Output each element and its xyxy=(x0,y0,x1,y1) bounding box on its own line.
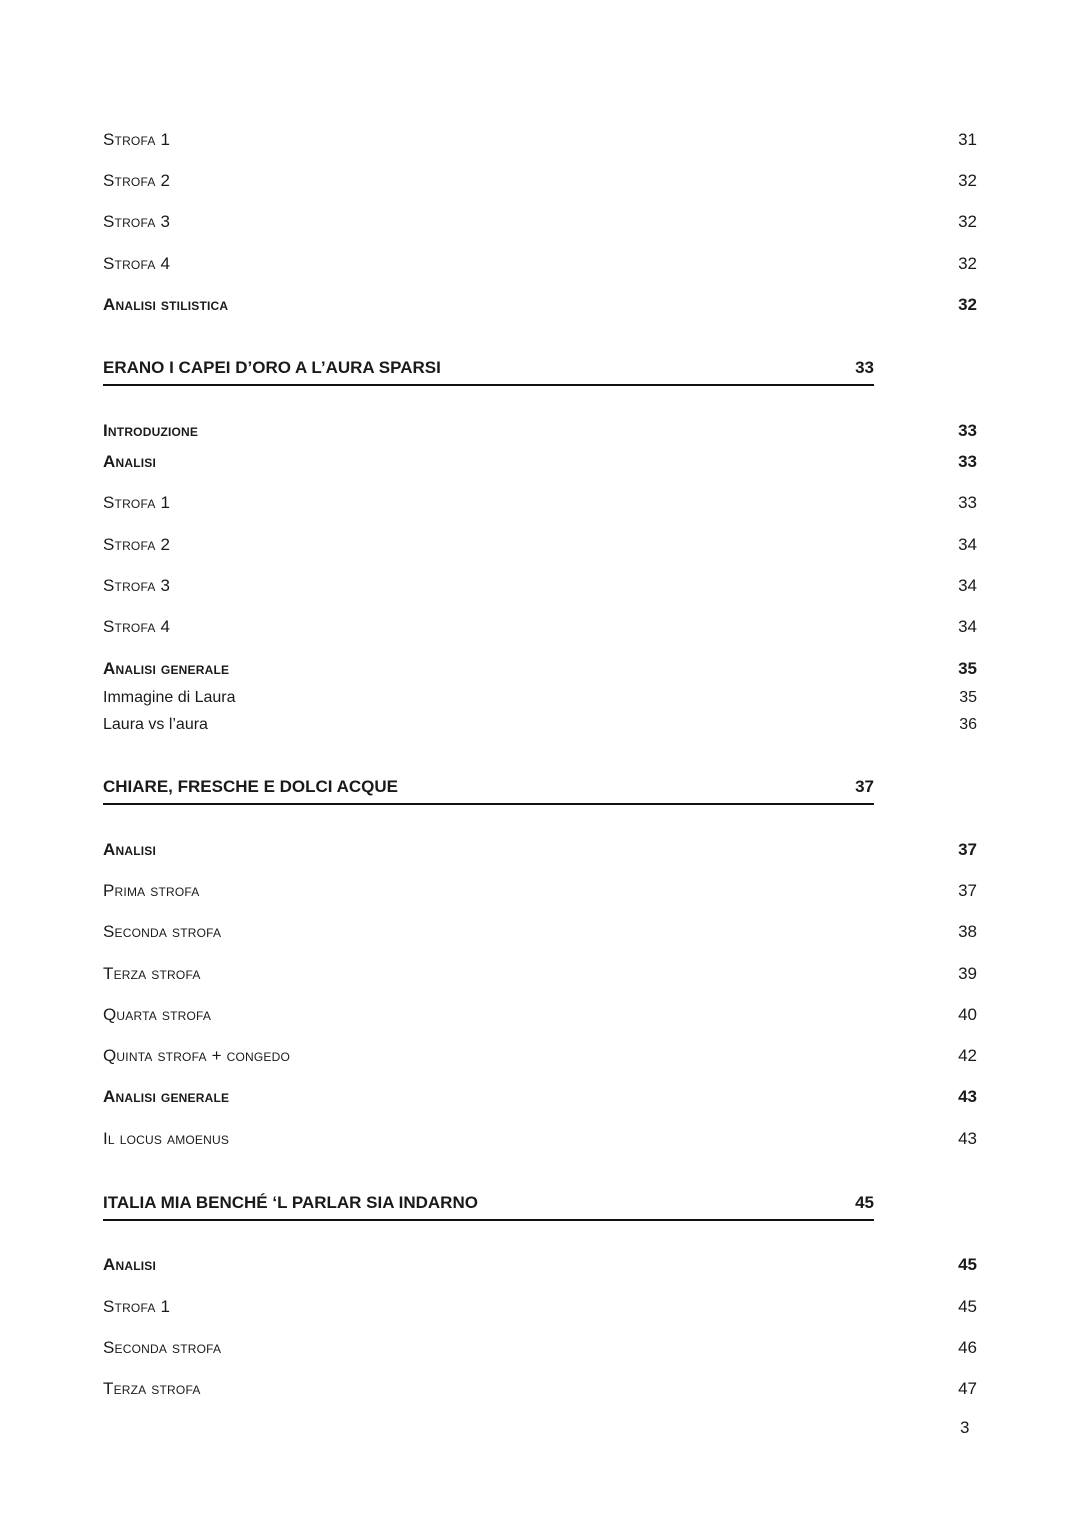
toc-section-heading[interactable] xyxy=(103,777,874,805)
toc-entry-label: Strofa 2 xyxy=(103,171,171,190)
toc-entry-label: Seconda strofa xyxy=(103,922,222,941)
section-page: 45 xyxy=(855,1193,874,1212)
toc-entry-page: 43 xyxy=(958,1087,977,1106)
toc-entry-label: Strofa 3 xyxy=(103,212,171,231)
section-page: 33 xyxy=(855,358,874,377)
toc-entry[interactable] xyxy=(103,1255,977,1279)
toc-entry-label: Strofa 1 xyxy=(103,1297,171,1316)
toc-entry-label: Laura vs l’aura xyxy=(103,716,208,733)
section-title: ERANO I CAPEI D’ORO A L’AURA SPARSI xyxy=(103,358,441,377)
toc-entry[interactable] xyxy=(103,493,977,517)
toc-entry-page: 43 xyxy=(958,1129,977,1148)
toc-entry-label: Quarta strofa xyxy=(103,1005,212,1024)
section-page: 37 xyxy=(855,777,874,796)
toc-entry-page: 35 xyxy=(958,659,977,678)
toc-entry-page: 45 xyxy=(958,1297,977,1316)
toc-entry-label: Strofa 4 xyxy=(103,254,171,273)
toc-entry[interactable] xyxy=(103,840,977,864)
toc-entry-label: Quinta strofa + congedo xyxy=(103,1046,291,1065)
page-number: 3 xyxy=(960,1418,970,1437)
toc-entry[interactable] xyxy=(103,421,977,445)
toc-entry-label: Terza strofa xyxy=(103,964,201,983)
toc-entry[interactable] xyxy=(103,212,977,236)
toc-entry[interactable] xyxy=(103,922,977,946)
toc-entry-page: 32 xyxy=(958,254,977,273)
toc-entry[interactable] xyxy=(103,295,977,319)
toc-entry-label: Strofa 3 xyxy=(103,576,171,595)
toc-entry-page: 33 xyxy=(958,421,977,440)
toc-entry[interactable] xyxy=(103,254,977,278)
toc-entry-page: 40 xyxy=(958,1005,977,1024)
toc-entry-page: 37 xyxy=(958,881,977,900)
toc-entry[interactable] xyxy=(103,1129,977,1153)
toc-entry-label: Analisi xyxy=(103,840,157,859)
toc-section-heading[interactable] xyxy=(103,1193,874,1221)
toc-entry-page: 34 xyxy=(958,576,977,595)
toc-entry-page: 32 xyxy=(958,295,977,314)
toc-entry[interactable] xyxy=(103,881,977,905)
toc-entry-label: Strofa 2 xyxy=(103,535,171,554)
toc-entry[interactable] xyxy=(103,171,977,195)
toc-entry[interactable] xyxy=(103,964,977,988)
toc-entry[interactable] xyxy=(103,1087,977,1111)
toc-entry-label: Immagine di Laura xyxy=(103,689,236,706)
toc-entry[interactable] xyxy=(103,659,977,683)
toc-entry-page: 39 xyxy=(958,964,977,983)
toc-entry-label: Seconda strofa xyxy=(103,1338,222,1357)
toc-entry-label: Strofa 1 xyxy=(103,493,171,512)
toc-entry[interactable] xyxy=(103,1005,977,1029)
toc-entry-page: 36 xyxy=(959,716,977,733)
toc-entry-label: Introduzione xyxy=(103,421,199,440)
toc-entry-page: 38 xyxy=(958,922,977,941)
toc-entry[interactable] xyxy=(103,130,977,154)
toc-entry[interactable] xyxy=(103,576,977,600)
toc-entry[interactable] xyxy=(103,1046,977,1070)
toc-entry-label: Analisi generale xyxy=(103,1087,230,1106)
toc-entry[interactable] xyxy=(103,535,977,559)
toc-entry-page: 34 xyxy=(958,535,977,554)
toc-entry-page: 33 xyxy=(958,493,977,512)
toc-entry-page: 31 xyxy=(958,130,977,149)
toc-entry-label: Strofa 4 xyxy=(103,617,171,636)
toc-entry-label: Prima strofa xyxy=(103,881,200,900)
toc-entry[interactable] xyxy=(103,716,977,740)
toc-entry-label: Analisi stilistica xyxy=(103,295,229,314)
toc-entry[interactable] xyxy=(103,1379,977,1403)
toc-entry-label: Analisi xyxy=(103,1255,157,1274)
toc-entry-label: Analisi generale xyxy=(103,659,230,678)
toc-entry[interactable] xyxy=(103,1338,977,1362)
toc-entry-page: 37 xyxy=(958,840,977,859)
section-title: CHIARE, FRESCHE E DOLCI ACQUE xyxy=(103,777,399,796)
toc-entry-label: Strofa 1 xyxy=(103,130,171,149)
toc-entry-label: Terza strofa xyxy=(103,1379,201,1398)
section-title: ITALIA MIA BENCHÉ ‘L PARLAR SIA INDARNO xyxy=(103,1193,478,1212)
toc-entry[interactable] xyxy=(103,689,977,713)
toc-entry[interactable] xyxy=(103,617,977,641)
toc-section-heading[interactable] xyxy=(103,358,874,386)
toc-entry-page: 42 xyxy=(958,1046,977,1065)
toc-entry-page: 32 xyxy=(958,212,977,231)
toc-entry-page: 33 xyxy=(958,452,977,471)
toc-entry-page: 47 xyxy=(958,1379,977,1398)
toc-entry[interactable] xyxy=(103,452,977,476)
toc-entry-page: 45 xyxy=(958,1255,977,1274)
toc-entry[interactable] xyxy=(103,1297,977,1321)
toc-entry-label: Analisi xyxy=(103,452,157,471)
toc-entry-label: Il locus amoenus xyxy=(103,1129,230,1148)
toc-entry-page: 46 xyxy=(958,1338,977,1357)
toc-entry-page: 34 xyxy=(958,617,977,636)
toc-entry-page: 32 xyxy=(958,171,977,190)
toc-entry-page: 35 xyxy=(959,689,977,706)
